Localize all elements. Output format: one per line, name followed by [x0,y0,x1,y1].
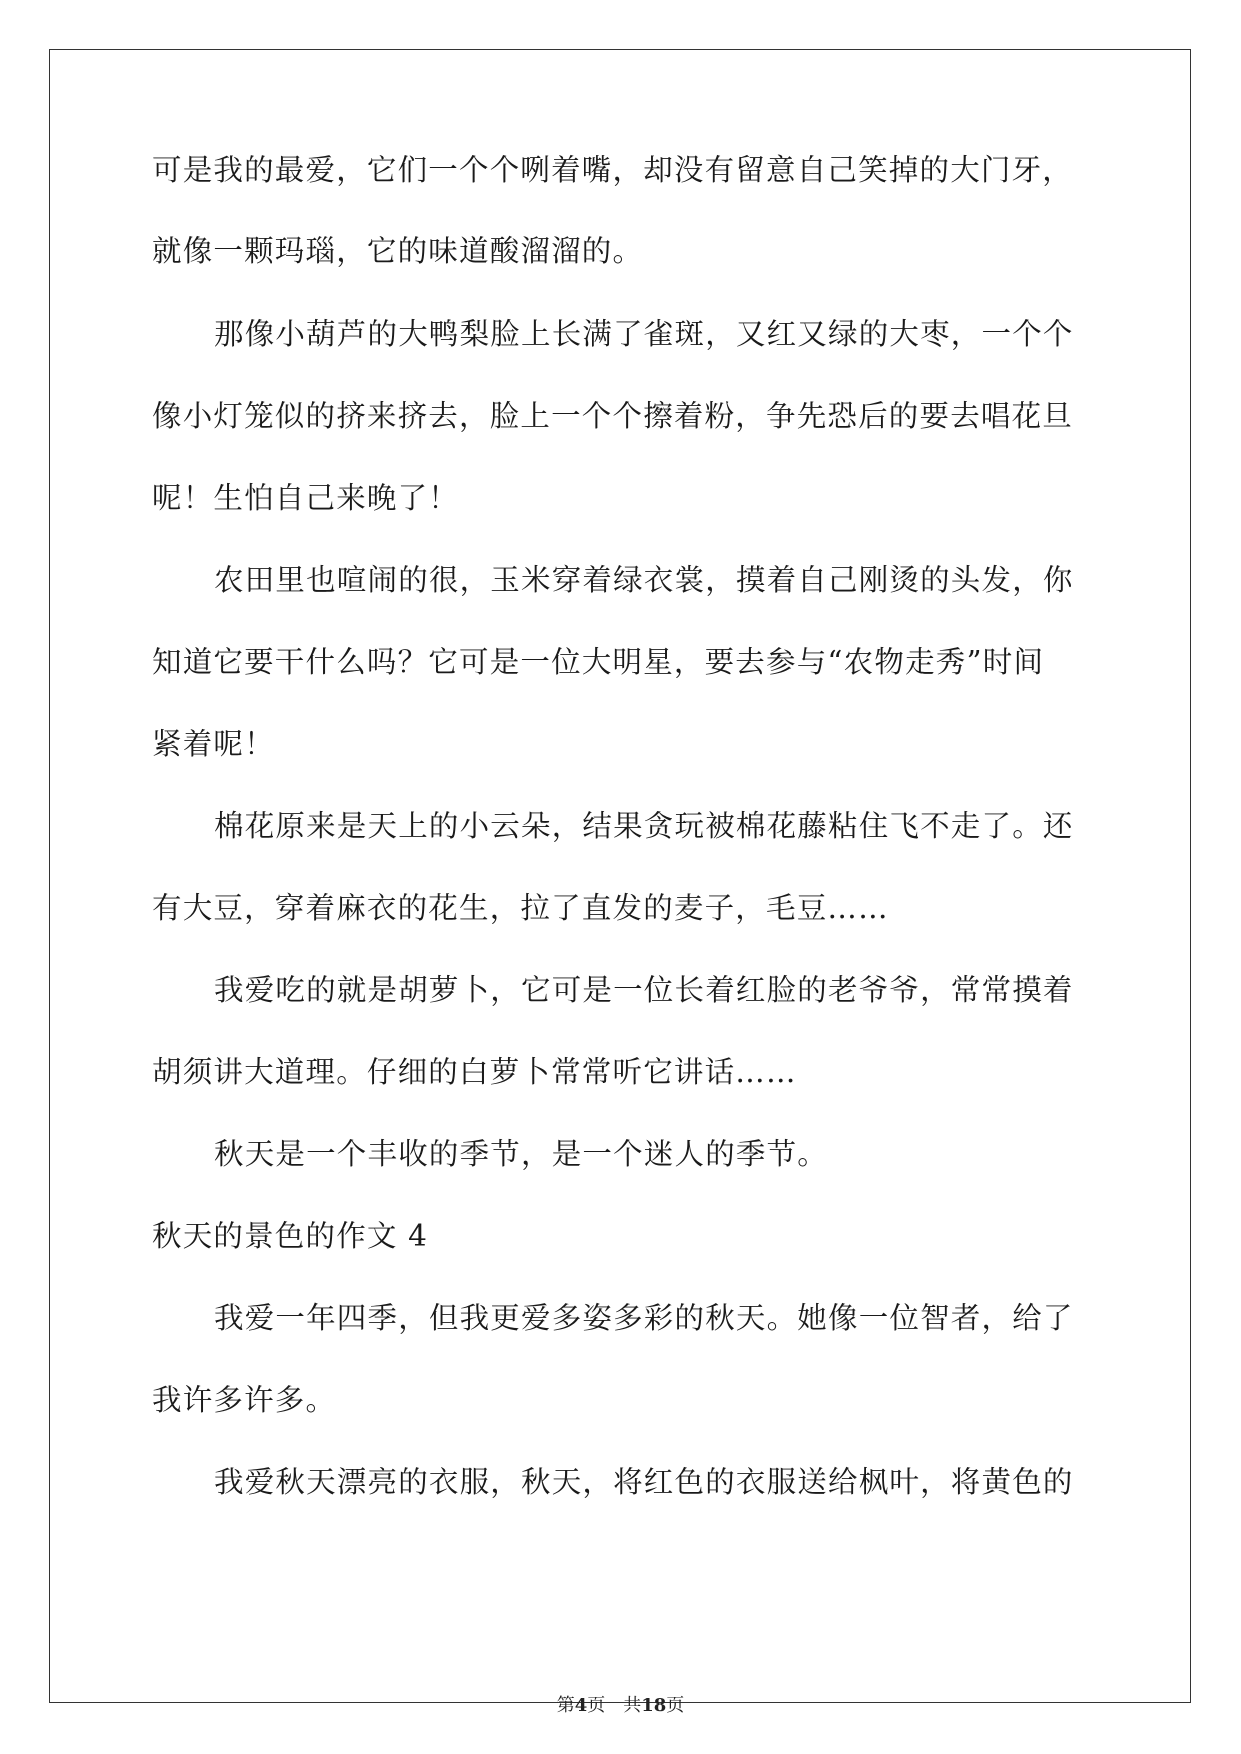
page-footer [0,1694,1241,1718]
text-line: 秋天是一个丰收的季节，是一个迷人的季节。 [214,1137,829,1171]
text-line: 就像一颗玛瑙，它的味道酸溜溜的。 [152,234,644,268]
text-line: 紧着呢！ [152,727,275,761]
text-line: 我爱一年四季，但我更爱多姿多彩的秋天。她像一位智者，给了 [214,1301,1074,1335]
page-number: 4 [574,1695,588,1716]
text-line: 有大豆，穿着麻衣的花生，拉了直发的麦子，毛豆…… [152,891,889,925]
page-border [49,49,1191,1703]
text-line: 棉花原来是天上的小云朵，结果贪玩被棉花藤粘住飞不走了。还 [214,809,1074,843]
text-line: 可是我的最爱，它们一个个咧着嘴，却没有留意自己笑掉的大门牙， [152,153,1074,187]
text-line: 我爱秋天漂亮的衣服，秋天，将红色的衣服送给枫叶，将黄色的 [214,1465,1074,1499]
text-line: 我爱吃的就是胡萝卜，它可是一位长着红脸的老爷爷，常常摸着 [214,973,1074,1007]
footer-total-suffix: 页 [666,1695,685,1716]
text-line: 胡须讲大道理。仔细的白萝卜常常听它讲话…… [152,1055,797,1089]
text-line: 我许多许多。 [152,1383,337,1417]
text-line: 那像小葫芦的大鸭梨脸上长满了雀斑，又红又绿的大枣，一个个 [214,317,1074,351]
total-pages: 18 [641,1695,667,1716]
text-line: 农田里也喧闹的很，玉米穿着绿衣裳，摸着自己刚烫的头发，你 [214,563,1074,597]
text-line: 呢！生怕自己来晚了！ [152,481,460,515]
footer-page-suffix: 页 [587,1695,606,1716]
section-heading: 秋天的景色的作文 4 [152,1219,429,1253]
text-line: 像小灯笼似的挤来挤去，脸上一个个擦着粉，争先恐后的要去唱花旦 [152,399,1074,433]
footer-total-prefix: 共 [623,1695,642,1716]
text-line: 知道它要干什么吗？它可是一位大明星，要去参与“农物走秀”时间 [152,645,1045,679]
footer-prefix: 第 [556,1695,575,1716]
